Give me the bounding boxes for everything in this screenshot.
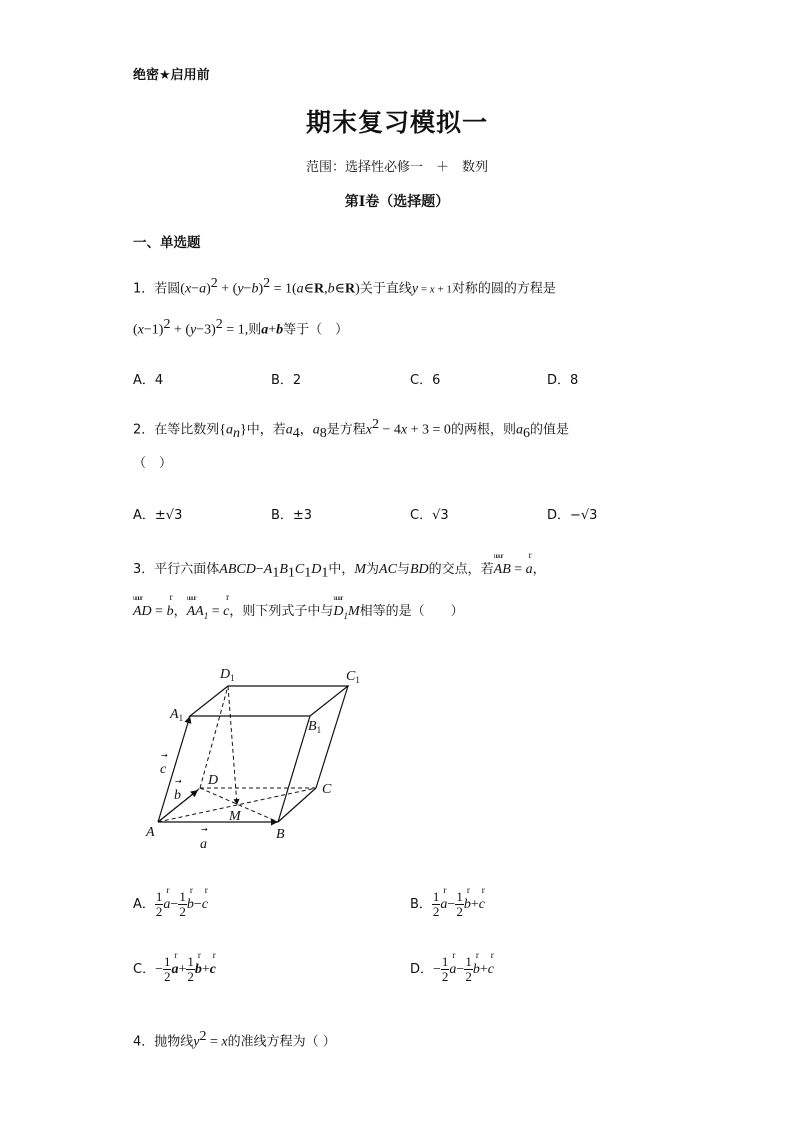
- label-vec-b: b: [174, 788, 181, 803]
- label-vec-c: c: [160, 762, 167, 777]
- svg-text:→: →: [175, 777, 182, 786]
- top-face: [190, 686, 348, 716]
- svg-text:→: →: [201, 825, 208, 834]
- q1-option-b[interactable]: B．2: [271, 373, 302, 388]
- label-c1: $C_1$: [346, 669, 360, 685]
- question-3-line-1: 3．平行六面体$ABCD-A_1B_1C_1D_1$中，M为AC与BD的交点，若uuur AB = r a，: [133, 558, 546, 582]
- section-heading: 一、单选题: [133, 235, 201, 251]
- q2-option-c[interactable]: C．√3: [410, 508, 449, 523]
- q3-option-a[interactable]: A． $\frac{1}{2}$ r a− $\frac{1}{2}$ r b−r c: [133, 890, 208, 919]
- label-b1: $B_1$: [308, 719, 322, 735]
- q2-option-a[interactable]: A．±√3: [133, 508, 183, 523]
- question-2-line-1: 2．在等比数列$\{a_n\}$中，若$a_4$，$a_8$是方程$x^2 - 4x + 3 = 0$的两根，则$a_6$的值是: [133, 417, 569, 441]
- label-c: C: [322, 782, 332, 797]
- volume-heading: 第Ⅰ卷（选择题）: [344, 194, 450, 210]
- q1-option-c[interactable]: C．6: [410, 373, 441, 388]
- segment-d1m: [228, 686, 237, 805]
- question-2-line-2: （ ）: [133, 456, 173, 471]
- q1-option-a[interactable]: A．4: [133, 373, 164, 388]
- question-3-line-2: uuur AD = r b，uuur $AA_1 = r$ c，则下列式子中与uuur $D_1M$相等的是（ ）: [133, 600, 464, 621]
- page-title: 期末复习模拟一: [305, 108, 488, 137]
- secret-tag: 绝密★启用前: [133, 68, 210, 83]
- parallelepiped-figure: [140, 660, 380, 855]
- label-a1: $A_1$: [170, 707, 184, 723]
- svg-text:→: →: [161, 751, 168, 760]
- q3-option-b[interactable]: B． $\frac{1}{2}$ r a− $\frac{1}{2}$ r b+r c: [410, 890, 485, 919]
- q3-option-d[interactable]: D．− $\frac{1}{2}$ r a− $\frac{1}{2}$ r b+r c: [410, 955, 494, 984]
- label-a: A: [146, 825, 155, 840]
- question-1-line-1: 1．若圆$(x-a)^2 + (y-b)^2$ = 1(a∈R,b∈R)关于直线y = x + 1对称的圆的方程是: [133, 276, 556, 297]
- label-b: B: [276, 827, 285, 842]
- exam-range: 范围：选择性必修一 ＋ 数列: [305, 160, 488, 175]
- q2-option-b[interactable]: B．±3: [271, 508, 313, 523]
- q1-option-d[interactable]: D．8: [547, 373, 579, 388]
- question-1-line-2: $(x-1)^2 + (y-3)^2 = 1$,则a+b等于（ ）: [133, 317, 349, 338]
- label-d: D: [208, 773, 219, 788]
- q3-option-c[interactable]: C．− $\frac{1}{2}$ r a+ $\frac{1}{2}$ r b+r c: [133, 955, 216, 984]
- label-d1: $D_1$: [220, 667, 235, 683]
- q2-option-d[interactable]: D．−√3: [547, 508, 598, 523]
- edge-bb1: [278, 716, 310, 822]
- question-4: 4．抛物线$y^2 = x$的准线方程为（ ）: [133, 1029, 336, 1050]
- label-vec-a: a: [200, 837, 207, 852]
- edge-cc1: [316, 686, 348, 788]
- label-m: M: [229, 809, 241, 824]
